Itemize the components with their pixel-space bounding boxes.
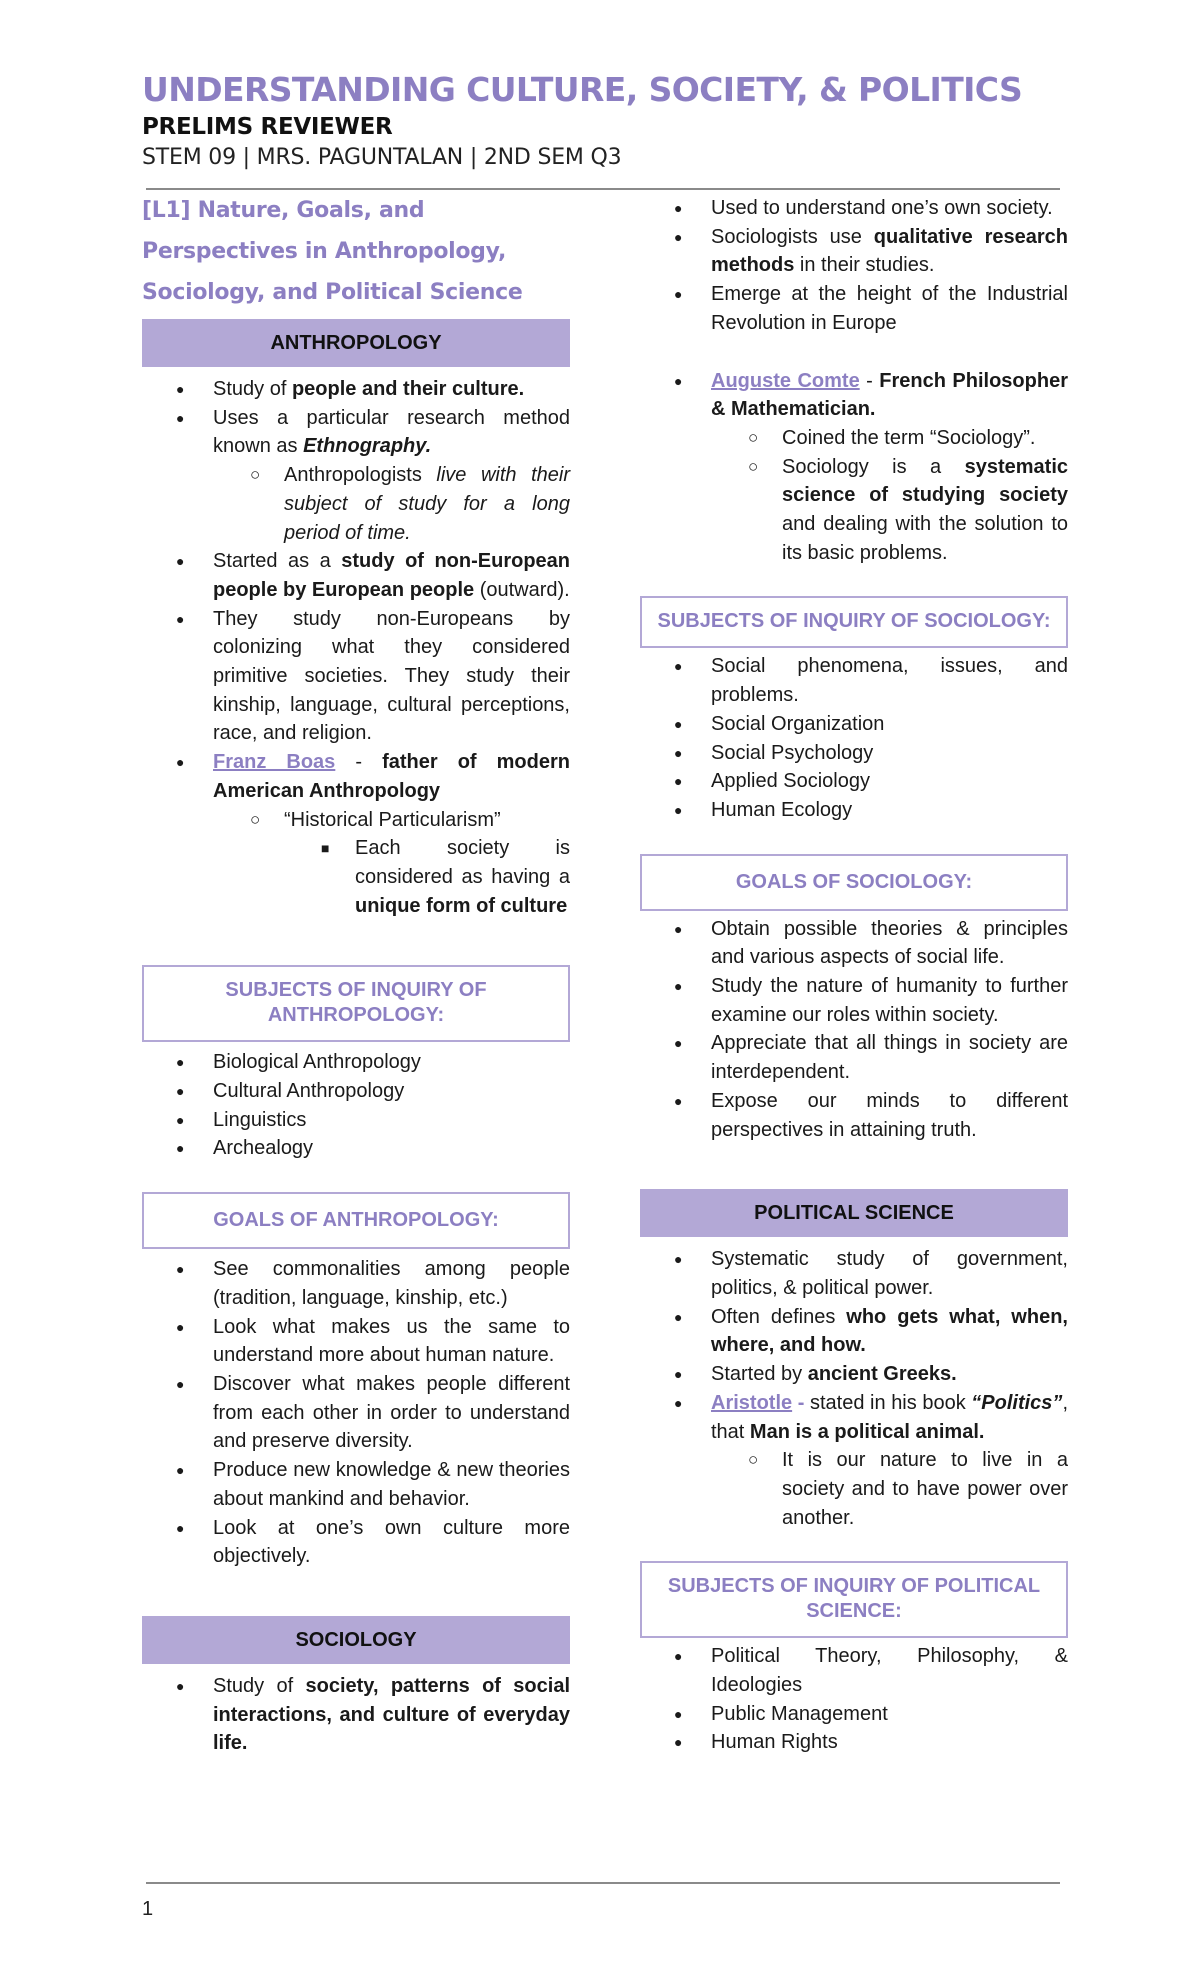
sub-list	[711, 1446, 1068, 1532]
footer-rule	[146, 1882, 1060, 1884]
list-item: ● They study non-Europeans by colonizing what they considered primitive societies. They study their kinship, language, cultural perceptions, race, and religion.	[142, 605, 570, 749]
list-item: ● Human Rights	[640, 1728, 1068, 1757]
sociology-list-part1	[142, 1672, 570, 1758]
political-science-heading: POLITICAL SCIENCE	[640, 1189, 1068, 1237]
emphasis-text: live with their subject of study for a long period of time.	[284, 464, 570, 544]
list-item: ● Look at one’s own culture more objectively.	[142, 1514, 570, 1571]
anthropology-subjects-list	[142, 1048, 570, 1163]
list-item: ● Archealogy	[142, 1134, 570, 1163]
list-item: ● Used to understand one’s own society.	[640, 194, 1068, 223]
franz-boas-link[interactable]: Franz Boas	[213, 751, 336, 774]
list-item	[142, 834, 570, 920]
list-item: ● Political Theory, Philosophy, & Ideologies	[640, 1642, 1068, 1699]
document-subtitle: PRELIMS REVIEWER	[142, 114, 393, 140]
list-item: ● Produce new knowledge & new theories about mankind and behavior.	[142, 1456, 570, 1513]
lesson-title-line: Sociology, and Political Science	[142, 280, 523, 305]
list-item: ● Look what makes us the same to understand more about human nature.	[142, 1313, 570, 1370]
emphasis-text: systematic science of studying society	[782, 455, 1068, 507]
emphasis-text: father of modern American Anthropology	[213, 751, 570, 802]
text: Started as a	[213, 550, 342, 573]
anthropology-subjects-heading: SUBJECTS OF INQUIRY OF ANTHROPOLOGY:	[142, 965, 570, 1042]
class-info: STEM 09 | MRS. PAGUNTALAN | 2ND SEM Q3	[142, 145, 622, 170]
list-item: ● Discover what makes people different from each other in order to understand and preserve diversity.	[142, 1370, 570, 1456]
list-item	[640, 367, 1068, 568]
list-item	[640, 453, 1068, 568]
text: Often defines	[711, 1305, 847, 1328]
sociology-list-part2	[640, 194, 1068, 338]
emphasis-text: ancient Greeks.	[807, 1363, 957, 1386]
list-item: ● Linguistics	[142, 1106, 570, 1135]
sociology-goals-list	[640, 915, 1068, 1145]
lesson-title-line: [L1] Nature, Goals, and	[142, 198, 425, 223]
list-item	[640, 1303, 1068, 1360]
list-item: ● Obtain possible theories & principles and various aspects of social life.	[640, 915, 1068, 972]
text: Started by	[711, 1363, 808, 1386]
list-item: ● Applied Sociology	[640, 767, 1068, 796]
book-title: “Politics”	[971, 1391, 1063, 1414]
emphasis-text: study of non-European people by European people	[213, 550, 570, 601]
sociology-list-part3	[640, 367, 1068, 568]
emphasis-text: French Philosopher & Mathematician.	[711, 369, 1068, 421]
aristotle-link[interactable]: Aristotle	[711, 1391, 793, 1414]
political-science-list	[640, 1245, 1068, 1532]
text: Study of	[213, 1674, 306, 1697]
anthropology-list	[142, 375, 570, 920]
text: Study of	[213, 378, 292, 400]
anthropology-heading: ANTHROPOLOGY	[142, 319, 570, 367]
text: Uses a particular research method known as	[213, 406, 570, 458]
text: -	[792, 1391, 810, 1414]
emphasis-text: society, patterns of social interactions, and culture of everyday life.	[213, 1674, 570, 1755]
text: -	[859, 369, 880, 392]
anthropology-goals-list	[142, 1255, 570, 1571]
list-item: ● Study the nature of humanity to further examine our roles within society.	[640, 972, 1068, 1029]
left-column	[142, 190, 570, 1758]
list-item	[640, 1360, 1068, 1389]
list-item	[640, 1389, 1068, 1533]
list-item: ● Social phenomena, issues, and problems.	[640, 652, 1068, 709]
emphasis-text: Man is a political animal.	[749, 1420, 985, 1443]
list-item	[142, 547, 570, 604]
auguste-comte-link[interactable]: Auguste Comte	[711, 369, 860, 392]
sub-list	[213, 461, 570, 547]
text: in their studies.	[794, 254, 935, 277]
list-item: ○ Coined the term “Sociology”.	[640, 424, 1068, 453]
text: Anthropologists	[284, 464, 437, 487]
list-item	[142, 375, 570, 404]
political-science-subjects-heading: SUBJECTS OF INQUIRY OF POLITICAL SCIENCE:	[640, 1561, 1068, 1638]
list-item	[142, 1672, 570, 1758]
text: (outward).	[474, 578, 570, 601]
page-number: 1	[142, 1898, 154, 1920]
document-title: UNDERSTANDING CULTURE, SOCIETY, & POLITICS	[142, 70, 1023, 109]
sociology-subjects-list	[640, 652, 1068, 824]
text: “Historical Particularism”	[284, 808, 501, 831]
list-item	[142, 806, 570, 921]
list-item: ● Biological Anthropology	[142, 1048, 570, 1077]
emphasis-text: people and their culture.	[291, 378, 525, 400]
emphasis-text: who gets what, when, where, and how.	[711, 1305, 1068, 1357]
list-item	[640, 223, 1068, 280]
lesson-title	[142, 190, 570, 313]
sub-list	[711, 424, 1068, 568]
lesson-title-line: Perspectives in Anthropology,	[142, 239, 507, 264]
list-item: ● Systematic study of government, politics, & political power.	[640, 1245, 1068, 1302]
political-science-subjects-list	[640, 1642, 1068, 1757]
sociology-heading: SOCIOLOGY	[142, 1616, 570, 1664]
list-item	[142, 748, 570, 920]
list-item: ● Emerge at the height of the Industrial Revolution in Europe	[640, 280, 1068, 337]
list-item: ● See commonalities among people (tradition, language, kinship, etc.)	[142, 1255, 570, 1312]
list-item: ● Social Organization	[640, 710, 1068, 739]
list-item	[142, 461, 570, 547]
sociology-subjects-heading: SUBJECTS OF INQUIRY OF SOCIOLOGY:	[640, 596, 1068, 648]
text: , that	[711, 1391, 1068, 1443]
text: Sociologists use	[711, 225, 874, 248]
emphasis-text: qualitative research methods	[711, 225, 1069, 277]
text: and dealing with the solution to its basic problems.	[782, 513, 1068, 564]
list-item: ● Cultural Anthropology	[142, 1077, 570, 1106]
text: Each society is considered as having a	[355, 837, 570, 888]
sociology-goals-heading: GOALS OF SOCIOLOGY:	[640, 854, 1068, 911]
right-column	[640, 194, 1068, 1757]
text: Sociology is a	[782, 455, 965, 478]
text: stated in his book	[809, 1391, 972, 1414]
sub-sub-list	[284, 834, 570, 920]
text: -	[335, 751, 383, 774]
list-item: ● Human Ecology	[640, 796, 1068, 825]
list-item: ● Social Psychology	[640, 739, 1068, 768]
list-item: ● Appreciate that all things in society are interdependent.	[640, 1029, 1068, 1086]
sub-list	[213, 806, 570, 921]
emphasis-text: unique form of culture	[355, 894, 568, 917]
list-item: ○ It is our nature to live in a society and to have power over another.	[640, 1446, 1068, 1532]
anthropology-goals-heading: GOALS OF ANTHROPOLOGY:	[142, 1192, 570, 1249]
emphasis-text: Ethnography.	[303, 435, 432, 458]
list-item	[142, 404, 570, 548]
list-item: ● Expose our minds to different perspectives in attaining truth.	[640, 1087, 1068, 1144]
list-item: ● Public Management	[640, 1700, 1068, 1729]
